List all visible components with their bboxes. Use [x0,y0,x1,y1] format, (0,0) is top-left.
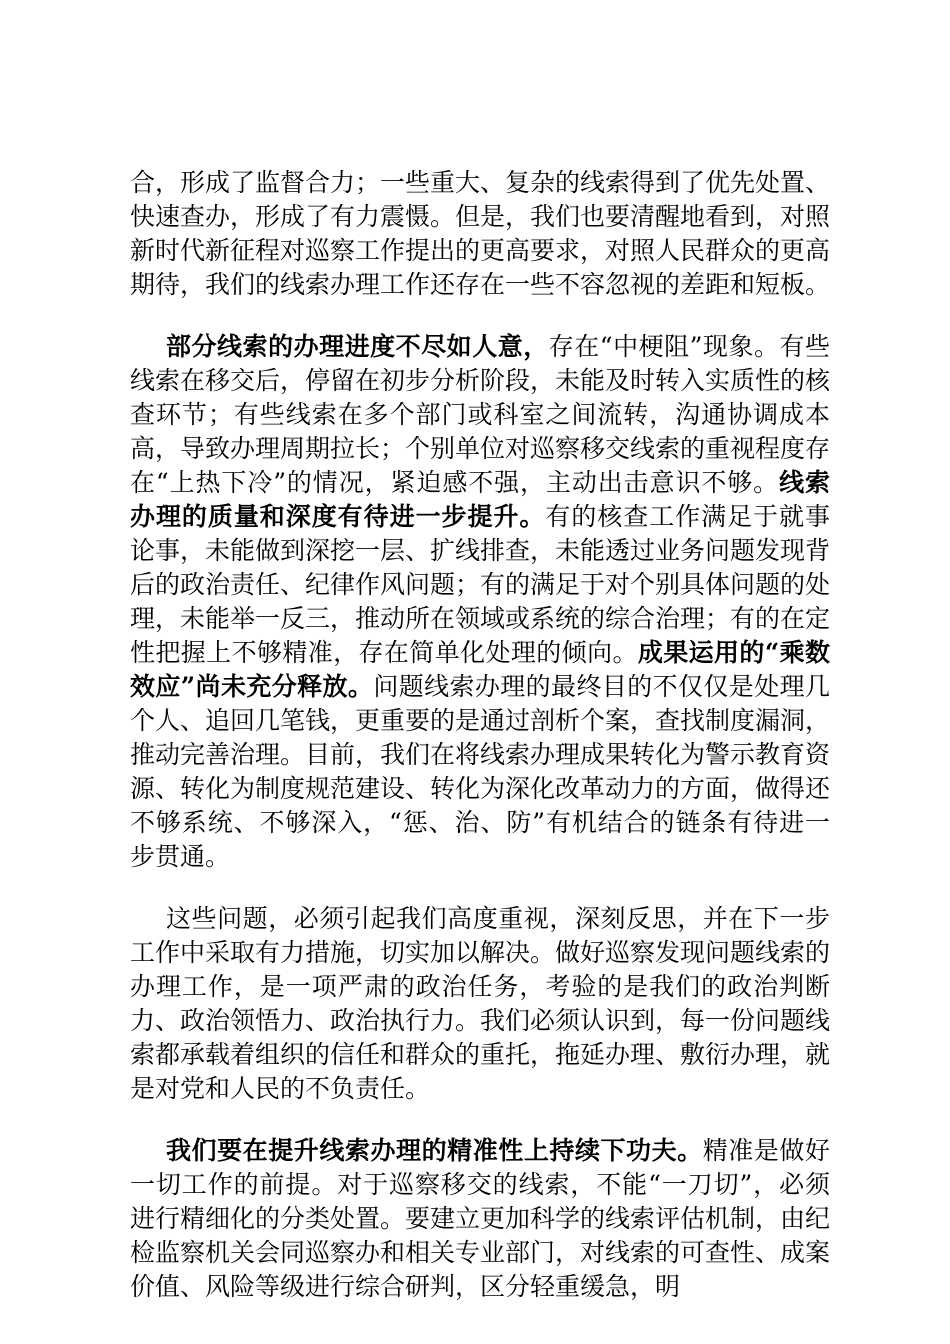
document-page [130,166,830,1332]
paragraph-1 [130,166,830,302]
paragraph-2 [130,330,830,874]
paragraph-2-text-results: 问题线索办理的最终目的不仅仅是处理几个人、追回几笔钱，更重要的是通过剖析个案，查找制度漏洞，推动完善治理。目前，我们在将线索办理成果转化为警示教育资源、转化为制度规范建设、转化为深化改革动力的方面，做得还不够系统、不够深入，“惩、治、防”有机结合的链条有待进一步贯通。 [130,672,831,871]
paragraph-3 [130,902,830,1106]
paragraph-2-heading-results: 成果运用的“乘数效应”尚未充分释放。 [130,638,830,701]
paragraph-3-text: 这些问题，必须引起我们高度重视，深刻反思，并在下一步工作中采取有力措施，切实加以解决。做好巡察发现问题线索的办理工作，是一项严肃的政治任务，考验的是我们的政治判断力、政治领悟力、政治执行力。我们必须认识到，每一份问题线索都承载着组织的信任和群众的重托，拖延办理、敷衍办理，就是对党和人民的不负责任。 [130,904,831,1103]
paragraph-2-text-quality: 有的核查工作满足于就事论事，未能做到深挖一层、扩线排查，未能透过业务问题发现背后的政治责任、纪律作风问题；有的满足于对个别具体问题的处理，未能举一反三，推动所在领域或系统的综合治理；有的在定性把握上不够精准，存在简单化处理的倾向。 [130,502,831,667]
paragraph-2-heading-progress: 部分线索的办理进度不尽如人意， [166,332,549,361]
paragraph-4 [130,1134,830,1304]
paragraph-2-heading-quality: 线索办理的质量和深度有待进一步提升。 [130,468,830,531]
paragraph-2-text-progress: 存在“中梗阻”现象。有些线索在移交后，停留在初步分析阶段，未能及时转入实质性的核查环节；有些线索在多个部门或科室之间流转，沟通协调成本高，导致办理周期拉长；个别单位对巡察移交线索的重视程度存在“上热下冷”的情况，紧迫感不强，主动出击意识不够。 [130,332,831,497]
paragraph-4-heading: 我们要在提升线索办理的精准性上持续下功夫。 [166,1136,703,1165]
paragraph-4-text: 精准是做好一切工作的前提。对于巡察移交的线索，不能“一刀切”，必须进行精细化的分类处置。要建立更加科学的线索评估机制，由纪检监察机关会同巡察办和相关专业部门，对线索的可查性、成案价值、风险等级进行综合研判，区分轻重缓急，明 [130,1136,831,1301]
paragraph-1-text: 合，形成了监督合力；一些重大、复杂的线索得到了优先处置、快速查办，形成了有力震慑。但是，我们也要清醒地看到，对照新时代新征程对巡察工作提出的更高要求，对照人民群众的更高期待，我们的线索办理工作还存在一些不容忽视的差距和短板。 [130,168,831,299]
